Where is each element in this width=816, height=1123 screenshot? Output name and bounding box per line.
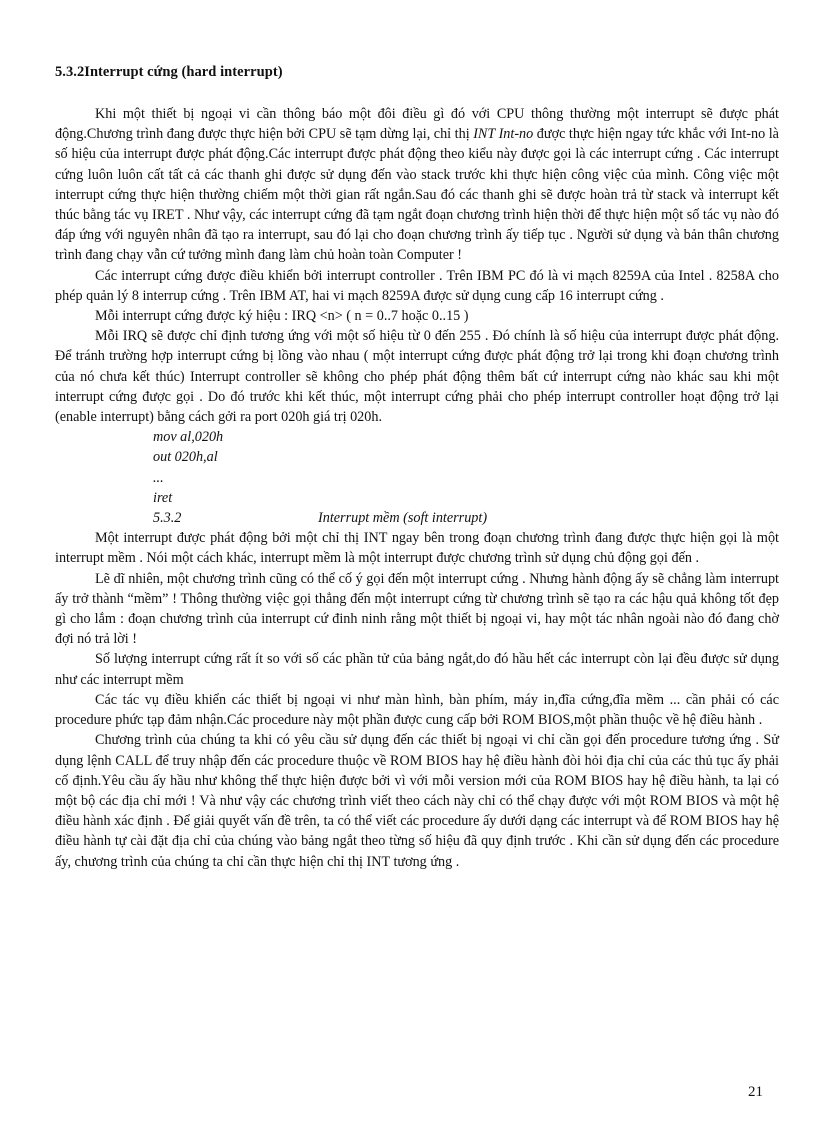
subsection-number: 5.3.2 <box>153 510 182 527</box>
subsection-title: Interrupt mềm (soft interrupt) <box>318 510 488 527</box>
page-number: 21 <box>748 1084 763 1100</box>
body-text <box>55 104 779 872</box>
paragraph: Chương trình của chúng ta khi có yêu cầu sử dụng đến các thiết bị ngoại vi chỉ cần gọi đến procedure tương ứng . Sử dụng lệnh CALL để truy nhập đến các procedure thuộc về ROM BIOS hay hệ điều hành đòi hỏi địa chỉ của các thủ tục ấy phải cố định.Yêu cầu ấy hầu như không thể thực hiện được bởi vì với mỗi version mới của ROM BIOS hay hệ điều hành, ta lại có một bộ các địa chỉ mới ! Và như vậy các chương trình viết theo cách này chỉ có thể chạy được với một ROM BIOS và một hệ điều hành xác định . Để giải quyết vấn đề trên, ta có thể viết các procedure ấy dưới dạng các interrupt và để ROM BIOS hay hệ điều hành tự cài đặt địa chỉ của chúng vào bảng ngắt theo từng số hiệu đã quy định trước . Khi cần sử dụng đến các procedure ấy, chương trình của chúng ta chỉ cần thực hiện chỉ thị INT tương ứng . <box>55 732 779 870</box>
paragraph: Một interrupt được phát động bởi một chỉ thị INT ngay bên trong đoạn chương trình đang được thực hiện gọi là một interrupt mềm . Nói một cách khác, interrupt mềm là một interrupt được chương trình sử dụng chủ động gọi đến . <box>55 530 779 567</box>
paragraph <box>55 326 779 427</box>
code-block <box>153 427 779 508</box>
text-run: Các interrupt cứng được điều khiển bởi interrupt controller . Trên IBM PC đó là vi mạch 8259A của Intel . 8258A cho phép quản lý 8 interrup cứng . Trên IBM AT, hai vi mạch 8259A được sử dụng cung cấp 16 interrupt cứng . <box>55 267 779 304</box>
text-run: Mỗi interrupt cứng được ký hiệu : IRQ <n> ( n = 0..7 hoặc 0..15 ) <box>95 308 469 325</box>
paragraph-group-hard-interrupt <box>55 104 779 427</box>
code-line: mov al,020h <box>153 429 224 446</box>
text-run: được thực hiện ngay tức khắc với Int-no là số hiệu của interrupt được phát động.Các interrupt được phát động theo kiểu này được gọi là các interrupt cứng . Các interrupt cứng luôn luôn cất tất cả các thanh ghi được sử dụng đến vào stack trước khi thực hiện công việc của mình. Công việc một interrupt cứng thực hiện thường chiếm một thời gian rất ngắn.Sau đó các thanh ghi sẽ được hoàn trả từ stack và interrupt kết thúc bằng tác vụ IRET . Như vậy, các interrupt cứng đã tạm ngắt đoạn chương trình hiện thời để thực hiện một số tác vụ nào đó đáp ứng với nguyên nhân đã tạo ra interrupt, sau đó lại cho đoạn chương trình ấy tiếp tục . Người sử dụng và bản thân chương trình đang chạy vẫn cứ tưởng mình đang làm chủ hoàn toàn Computer ! <box>55 126 779 264</box>
code-line: ... <box>153 469 164 486</box>
text-run: Khi một thiết bị ngoại vi cần thông báo một đôi điều gì đó với CPU thông thường một interrupt sẽ được phát động.Chương trình đang được thực hiện bởi CPU sẽ tạm dừng lại, chỉ thị <box>55 106 779 143</box>
paragraph <box>55 306 779 326</box>
code-line: out 020h,al <box>153 449 218 466</box>
paragraph <box>55 104 779 266</box>
inline-code-text: INT Int-no <box>473 126 534 143</box>
code-line: iret <box>153 489 173 506</box>
paragraph: Số lượng interrupt cứng rất ít so với số các phần tử của bảng ngắt,do đó hầu hết các interrupt còn lại đều được sử dụng như các interrupt mềm <box>55 651 779 688</box>
section-heading: 5.3.2Interrupt cứng (hard interrupt) <box>55 64 283 80</box>
paragraph: Các tác vụ điều khiển các thiết bị ngoại vi như màn hình, bàn phím, máy in,đĩa cứng,đĩa mềm ... cần phải có các procedure phức tạp đảm nhận.Các procedure này một phần được cung cấp bởi ROM BIOS,một phần thuộc về hệ điều hành . <box>55 691 779 729</box>
paragraph-group-soft-interrupt <box>55 528 779 871</box>
text-run: Mỗi IRQ sẽ được chỉ định tương ứng với một số hiệu từ 0 đến 255 . Đó chính là số hiệu của interrupt được phát động. Để tránh trường hợp interrupt cứng bị lồng vào nhau ( một interrupt cứng được phát động trở lại trong khi đoạn chương trình của nó chưa kết thúc) Interrupt controller sẽ không cho phép phát động thêm bất cứ interrupt cứng nào khác sau khi một interrupt cứng được gọi . Do đó trước khi kết thúc, một interrupt cứng phải cho phép interrupt controller hoạt động trở lại (enable interrupt) bằng cách gởi ra port 020h giá trị 020h. <box>55 328 779 426</box>
subsection-heading <box>153 508 779 528</box>
paragraph <box>55 266 779 306</box>
paragraph: Lẽ dĩ nhiên, một chương trình cũng có thể cố ý gọi đến một interrupt cứng . Nhưng hành động ấy sẽ chẳng làm interrupt ấy trở thành “mềm” ! Thông thường việc gọi thẳng đến một interrupt cứng từ chương trình sẽ tạo ra các hậu quả không tốt đẹp gì cho lắm : đoạn chương trình của interrupt cứ đinh ninh rằng một thiết bị ngoại vi, hay một tác nhân ngoài nào đó đang chờ đợi nó trả lời ! <box>55 570 779 648</box>
